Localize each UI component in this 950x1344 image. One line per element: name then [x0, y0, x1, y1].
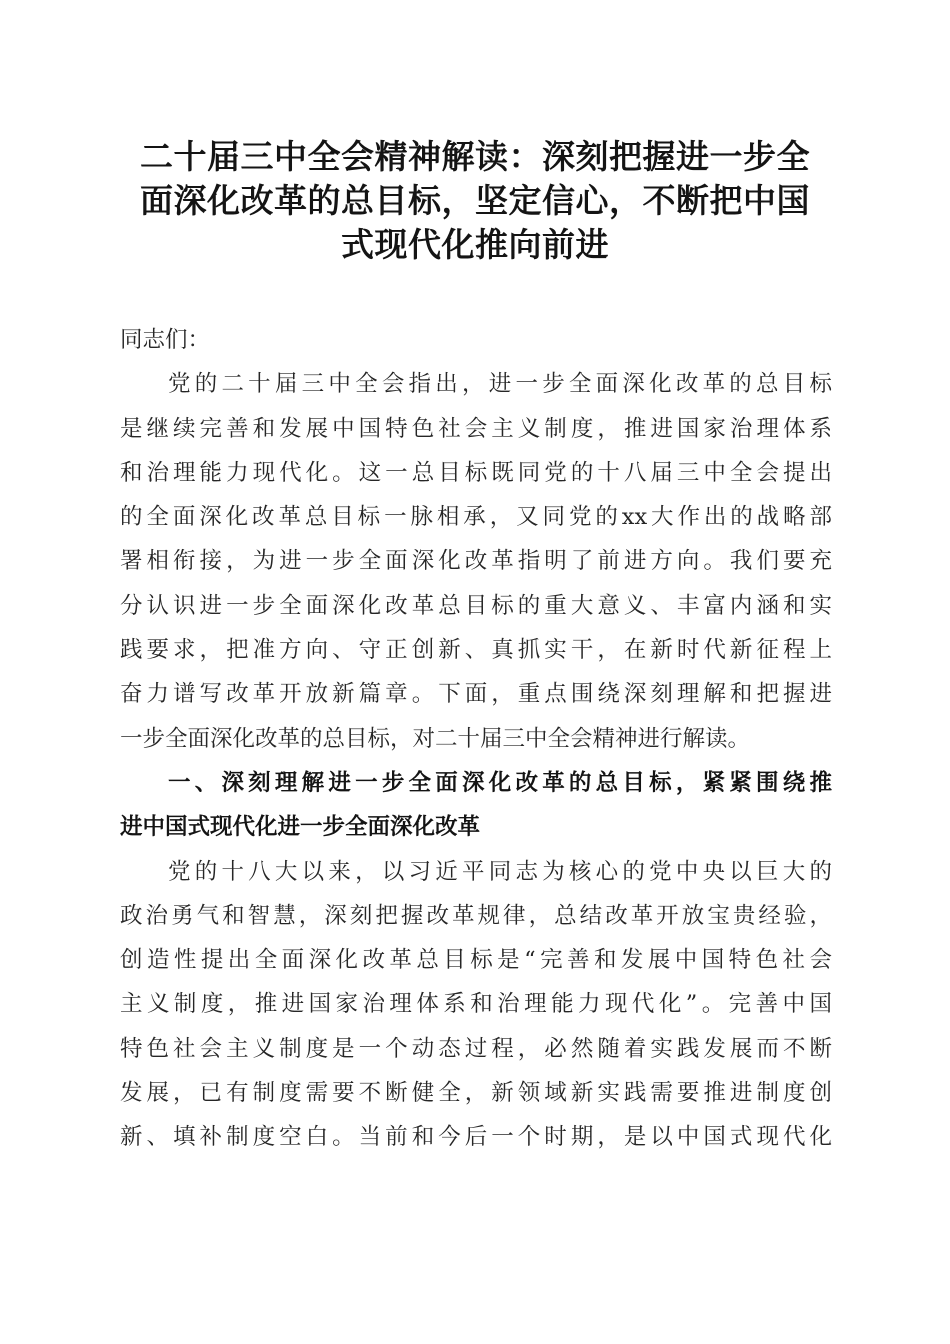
paragraph-line: 主义制度，推进国家治理体系和治理能力现代化”。完善中国 — [120, 991, 832, 1018]
paragraph-2 — [120, 850, 832, 1160]
greeting: 同志们： — [120, 327, 211, 353]
paragraph-line: 党的十八大以来，以习近平同志为核心的党中央以巨大的 — [168, 858, 832, 885]
title-line: 面深化改革的总目标，坚定信心，不断把中国 — [140, 181, 810, 220]
paragraph-line: 署相衔接，为进一步全面深化改革指明了前进方向。我们要充 — [120, 548, 832, 575]
paragraph-line: 新、填补制度空白。当前和今后一个时期，是以中国式现代化 — [120, 1124, 832, 1151]
paragraph-line: 政治勇气和智慧，深刻把握改革规律，总结改革开放宝贵经验， — [120, 902, 832, 929]
paragraph-line: 分认识进一步全面深化改革总目标的重大意义、丰富内涵和实 — [120, 592, 832, 619]
paragraph-line: 奋力谱写改革开放新篇章。下面，重点围绕深刻理解和把握进 — [120, 681, 832, 708]
heading-line: 进中国式现代化进一步全面深化改革 — [120, 814, 481, 841]
paragraph-1 — [120, 362, 832, 761]
paragraph-line: 是继续完善和发展中国特色社会主义制度，推进国家治理体系 — [120, 415, 832, 442]
paragraph-line: 的全面深化改革总目标一脉相承，又同党的xx大作出的战略部 — [120, 504, 832, 531]
paragraph-line: 创造性提出全面深化改革总目标是“完善和发展中国特色社会 — [120, 947, 832, 974]
paragraph-line: 和治理能力现代化。这一总目标既同党的十八届三中全会提出 — [120, 459, 832, 486]
paragraph-line: 发展，已有制度需要不断健全，新领域新实践需要推进制度创 — [120, 1080, 832, 1107]
title-line: 式现代化推向前进 — [341, 225, 609, 264]
document-title — [110, 135, 840, 267]
paragraph-line: 特色社会主义制度是一个动态过程，必然随着实践发展而不断 — [120, 1035, 832, 1062]
heading-line: 一、深刻理解进一步全面深化改革的总目标，紧紧围绕推 — [168, 769, 832, 796]
paragraph-line: 践要求，把准方向、守正创新、真抓实干，在新时代新征程上 — [120, 637, 832, 664]
section-heading-1 — [120, 761, 832, 850]
paragraph-line: 一步全面深化改革的总目标，对二十届三中全会精神进行解读。 — [120, 725, 751, 752]
title-line: 二十届三中全会精神解读：深刻把握进一步全 — [140, 137, 810, 176]
paragraph-line: 党的二十届三中全会指出，进一步全面深化改革的总目标 — [168, 371, 832, 398]
document-body — [120, 318, 832, 1160]
